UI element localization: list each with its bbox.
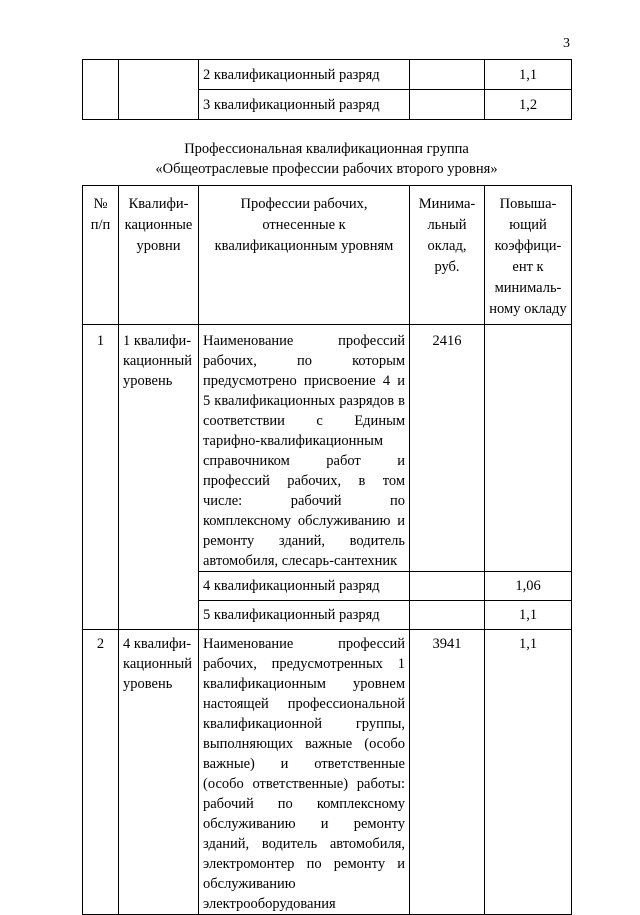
num-cell: 2 [83, 630, 119, 915]
level-cell: 1 квалифи-кационный уровень [119, 325, 199, 630]
header-salary: Минима-льный оклад, руб. [410, 186, 485, 325]
coef-cell: 1,06 [485, 572, 572, 601]
sub-level-cell: 5 квалификационный разряд [199, 601, 410, 630]
level-cell: 4 квалифи-кационный уровень [119, 630, 199, 915]
coef-cell: 1,1 [485, 60, 572, 90]
coef-cell: 1,2 [485, 90, 572, 120]
group-heading-line2: «Общеотраслевые профессии рабочих второго уровня» [155, 161, 498, 177]
num-cell [83, 60, 119, 120]
sub-level-cell: 4 квалификационный разряд [199, 572, 410, 601]
table-row [83, 60, 572, 90]
sub-level-cell: 2 квалификационный разряд [199, 60, 410, 90]
description-cell: Наименование профессий рабочих, по которым предусмотрено присвоение 4 и 5 квалификационных разрядов в соответствии с Единым тарифно-квалификационным справочником работ и профессий рабочих, в том числе: рабочий по комплексному обслуживанию и ремонту зданий, водитель автомобиля, слесарь-сантехник [199, 325, 410, 572]
header-levels: Квалифи-кационные уровни [119, 186, 199, 325]
coef-cell: 1,1 [485, 601, 572, 630]
level-cell [119, 60, 199, 120]
salary-cell: 2416 [410, 325, 485, 572]
description-cell: Наименование профессий рабочих, предусмотренных 1 квалификационным уровнем настоящей профессиональной квалификационной группы, выполняющих важные (особо важные) и ответственные (особо ответственные) работы: рабочий по комплексному обслуживанию и ремонту зданий, водитель автомобиля, электромонтер по ремонту и обслуживанию электрооборудования [199, 630, 410, 915]
sub-level-cell: 3 квалификационный разряд [199, 90, 410, 120]
table-row [83, 630, 572, 915]
salary-cell [410, 601, 485, 630]
coef-cell: 1,1 [485, 630, 572, 915]
salary-cell: 3941 [410, 630, 485, 915]
salary-cell [410, 572, 485, 601]
salary-cell [410, 90, 485, 120]
header-row [83, 186, 572, 325]
qualification-table [82, 185, 572, 915]
num-cell: 1 [83, 325, 119, 630]
header-coef: Повыша-ющий коэффици-ент к минималь-ному окладу [485, 186, 572, 325]
header-professions: Профессии рабочих, отнесенные к квалификационным уровням [199, 186, 410, 325]
continuation-table [82, 59, 572, 120]
group-heading [82, 139, 571, 179]
page-number: 3 [563, 36, 570, 51]
coef-cell [485, 325, 572, 572]
salary-cell [410, 60, 485, 90]
table-row [83, 325, 572, 572]
group-heading-line1: Профессиональная квалификационная группа [184, 141, 469, 157]
header-num: № п/п [83, 186, 119, 325]
